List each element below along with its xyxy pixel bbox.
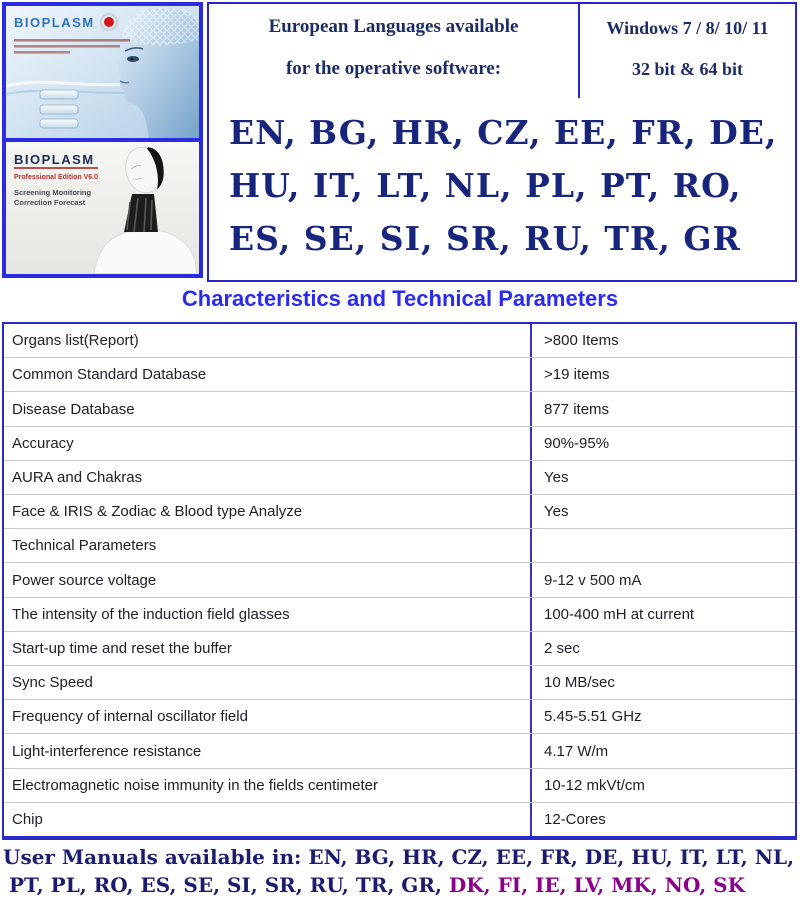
- param-value: 10-12 mkVt/cm: [530, 769, 795, 802]
- table-row: [4, 632, 795, 666]
- table-row: [4, 803, 795, 836]
- windows-versions: Windows 7 / 8/ 10/ 11: [606, 18, 769, 38]
- table-row: [4, 700, 795, 734]
- table-row: [4, 461, 795, 495]
- languages-header-line1: European Languages available: [268, 16, 519, 37]
- param-name: Chip: [12, 810, 43, 828]
- param-name: The intensity of the induction field glasses: [12, 605, 290, 623]
- param-name: Power source voltage: [12, 571, 157, 589]
- param-value: 877 items: [530, 392, 795, 425]
- manuals-line2-navy: PT, PL, RO, ES, SE, SI, SR, RU, TR, GR,: [9, 873, 449, 897]
- manuals-line2: [3, 871, 797, 899]
- manuals-line1: User Manuals available in: EN, BG, HR, CZ, EE, FR, DE, HU, IT, LT, NL,: [3, 845, 795, 869]
- param-name: Start-up time and reset the buffer: [12, 639, 232, 657]
- param-name: Organs list(Report): [12, 332, 139, 350]
- table-row: [4, 529, 795, 563]
- robot-screenshot: [6, 142, 199, 274]
- language-line: HU, IT, LT, NL, PL, PT, RO,: [229, 166, 742, 205]
- spec-table: [2, 322, 797, 840]
- user-manuals-note: [3, 843, 797, 899]
- table-row: [4, 734, 795, 768]
- table-row: [4, 666, 795, 700]
- languages-header: [209, 4, 578, 98]
- section-title: Characteristics and Technical Parameters: [181, 286, 619, 311]
- param-name: Technical Parameters: [12, 537, 157, 555]
- param-value: Yes: [530, 461, 795, 494]
- bioplasm-logo: BIOPLASM: [14, 152, 95, 167]
- language-line: EN, BG, HR, CZ, EE, FR, DE,: [229, 113, 778, 152]
- tagline-line: [14, 39, 130, 42]
- param-value: 100-400 mH at current: [530, 598, 795, 631]
- table-row: [4, 427, 795, 461]
- param-name: Common Standard Database: [12, 366, 207, 384]
- param-value: >800 Items: [530, 324, 795, 357]
- param-name: Sync Speed: [12, 674, 93, 692]
- table-row: [4, 392, 795, 426]
- param-value: Yes: [530, 495, 795, 528]
- param-name: Face & IRIS & Zodiac & Blood type Analyze: [12, 503, 303, 521]
- table-row: [4, 495, 795, 529]
- table-row: [4, 769, 795, 803]
- manuals-line2-extra: DK, FI, IE, LV, MK, NO, SK: [448, 873, 745, 897]
- table-row: [4, 324, 795, 358]
- table-row: [4, 598, 795, 632]
- language-line: ES, SE, SI, SR, RU, TR, GR: [229, 219, 741, 258]
- bioplasm-logo: BIOPLASM: [14, 15, 95, 30]
- param-value: 90%-95%: [530, 427, 795, 460]
- language-list: [209, 98, 795, 265]
- table-row: [4, 563, 795, 597]
- languages-header-line2: for the operative software:: [285, 58, 502, 79]
- param-value: 9-12 v 500 mA: [530, 563, 795, 596]
- record-dot-icon: [104, 17, 114, 27]
- param-name: AURA and Chakras: [12, 468, 143, 486]
- robot-caption-line: Correction Forecast: [14, 198, 86, 207]
- param-name: Accuracy: [12, 434, 74, 452]
- param-value: 4.17 W/m: [530, 734, 795, 767]
- tagline-line: [14, 45, 120, 48]
- param-value: >19 items: [530, 358, 795, 391]
- logo-underline: [14, 167, 98, 169]
- edition-label: Professional Edition V6.0: [14, 174, 99, 181]
- param-value: 2 sec: [530, 632, 795, 665]
- param-value: 10 MB/sec: [530, 666, 795, 699]
- param-name: Light-interference resistance: [12, 742, 202, 760]
- splash-screenshot: [6, 6, 199, 138]
- tagline-line: [14, 51, 70, 54]
- param-value: [530, 529, 795, 562]
- windows-bitness: 32 bit & 64 bit: [631, 59, 743, 79]
- param-value: 5.45-5.51 GHz: [530, 700, 795, 733]
- languages-info-box: [207, 2, 797, 282]
- splash-image: [6, 6, 199, 138]
- splash-buttons: [40, 90, 78, 128]
- product-images-panel: [2, 2, 203, 278]
- table-row: [4, 358, 795, 392]
- param-name: Disease Database: [12, 400, 135, 418]
- robot-image: [6, 142, 199, 274]
- param-name: Frequency of internal oscillator field: [12, 708, 248, 726]
- param-value: 12-Cores: [530, 803, 795, 836]
- windows-versions-box: [578, 4, 795, 98]
- robot-caption-line: Screening Monitoring: [14, 188, 92, 197]
- param-name: Electromagnetic noise immunity in the fields centimeter: [12, 776, 378, 794]
